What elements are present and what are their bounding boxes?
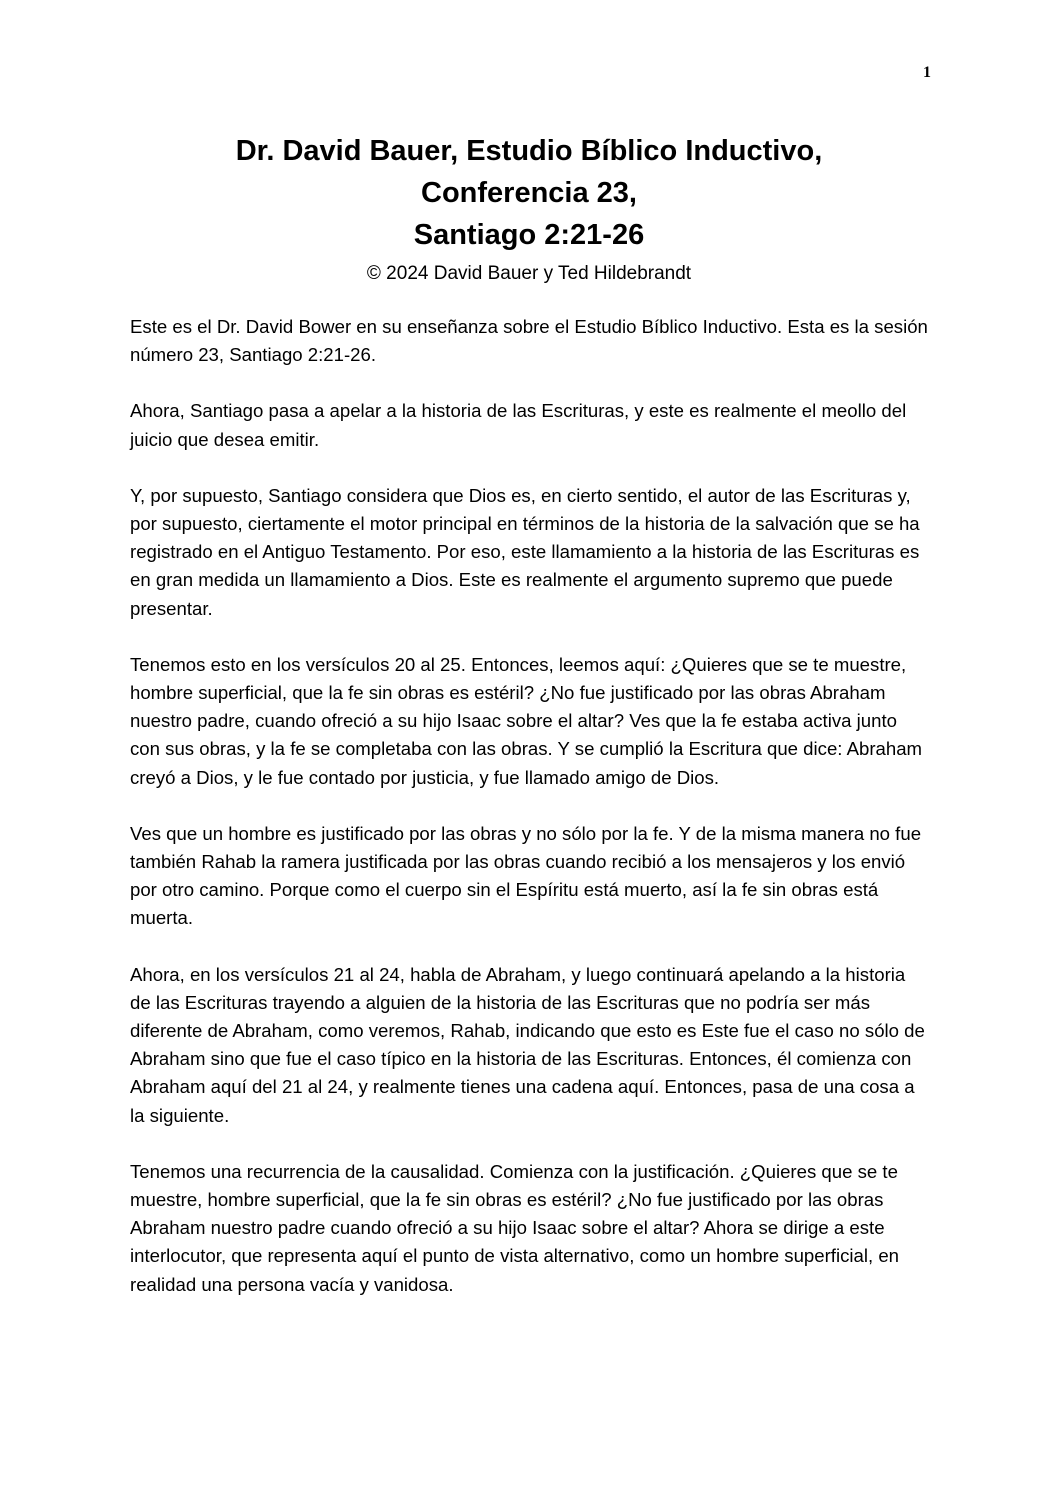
page-number: 1 (923, 64, 931, 81)
paragraph: Tenemos esto en los versículos 20 al 25. Entonces, leemos aquí: ¿Quieres que se te muestre, hombre superficial, que la fe sin obras es estéril? ¿No fue justificado por las obras Abraham nuestro padre, cuando ofreció a su hijo Isaac sobre el altar? Ves que la fe estaba activa junto con sus obras, y la fe se completaba con las obras. Y se cumplió la Escritura que dice: Abraham creyó a Dios, y le fue contado por justicia, y fue llamado amigo de Dios. (130, 653, 923, 788)
document-title-line-3: Santiago 2:21-26 (413, 219, 645, 251)
paragraph: Ahora, Santiago pasa a apelar a la historia de las Escrituras, y este es realmente el meollo del juicio que desea emitir. (130, 400, 907, 450)
paragraph: Ahora, en los versículos 21 al 24, habla de Abraham, y luego continuará apelando a la historia de las Escrituras trayendo a alguien de la historia de las Escrituras que no podría ser más diferente de Abraham, como veremos, Rahab, indicando que esto es Este fue el caso no sólo de Abraham sino que fue el caso típico en la historia de las Escrituras. Entonces, él comienza con Abraham aquí del 21 al 24, y realmente tienes una cadena aquí. Entonces, pasa de una cosa a la siguiente. (130, 963, 925, 1126)
paragraph: Ves que un hombre es justificado por las obras y no sólo por la fe. Y de la misma manera no fue también Rahab la ramera justificada por las obras cuando recibió a los mensajeros y los envió por otro camino. Porque como el cuerpo sin el Espíritu está muerto, así la fe sin obras está muerta. (130, 822, 922, 929)
document-header (0, 130, 1058, 288)
paragraph: Tenemos una recurrencia de la causalidad. Comienza con la justificación. ¿Quieres que se te muestre, hombre superficial, que la fe sin obras es estéril? ¿No fue justificado por las obras Abraham nuestro padre cuando ofreció a su hijo Isaac sobre el altar? Ahora se dirige a este interlocutor, que representa aquí el punto de vista alternativo, como un hombre superficial, en realidad una persona vacía y vanidosa. (130, 1160, 899, 1295)
document-body (130, 313, 930, 1327)
document-title-line-1: Dr. David Bauer, Estudio Bíblico Inductivo, (235, 135, 823, 167)
paragraph: Y, por supuesto, Santiago considera que Dios es, en cierto sentido, el autor de las Escrituras y, por supuesto, ciertamente el motor principal en términos de la historia de la salvación que se ha registrado en el Antiguo Testamento. Por eso, este llamamiento a la historia de las Escrituras es en gran medida un llamamiento a Dios. Este es realmente el argumento supremo que puede presentar. (130, 484, 920, 619)
document-title-line-2: Conferencia 23, (421, 177, 637, 209)
copyright-notice: © 2024 David Bauer y Ted Hildebrandt (366, 263, 692, 284)
paragraph: Este es el Dr. David Bower en su enseñanza sobre el Estudio Bíblico Inductivo. Esta es la sesión número 23, Santiago 2:21-26. (130, 316, 928, 366)
